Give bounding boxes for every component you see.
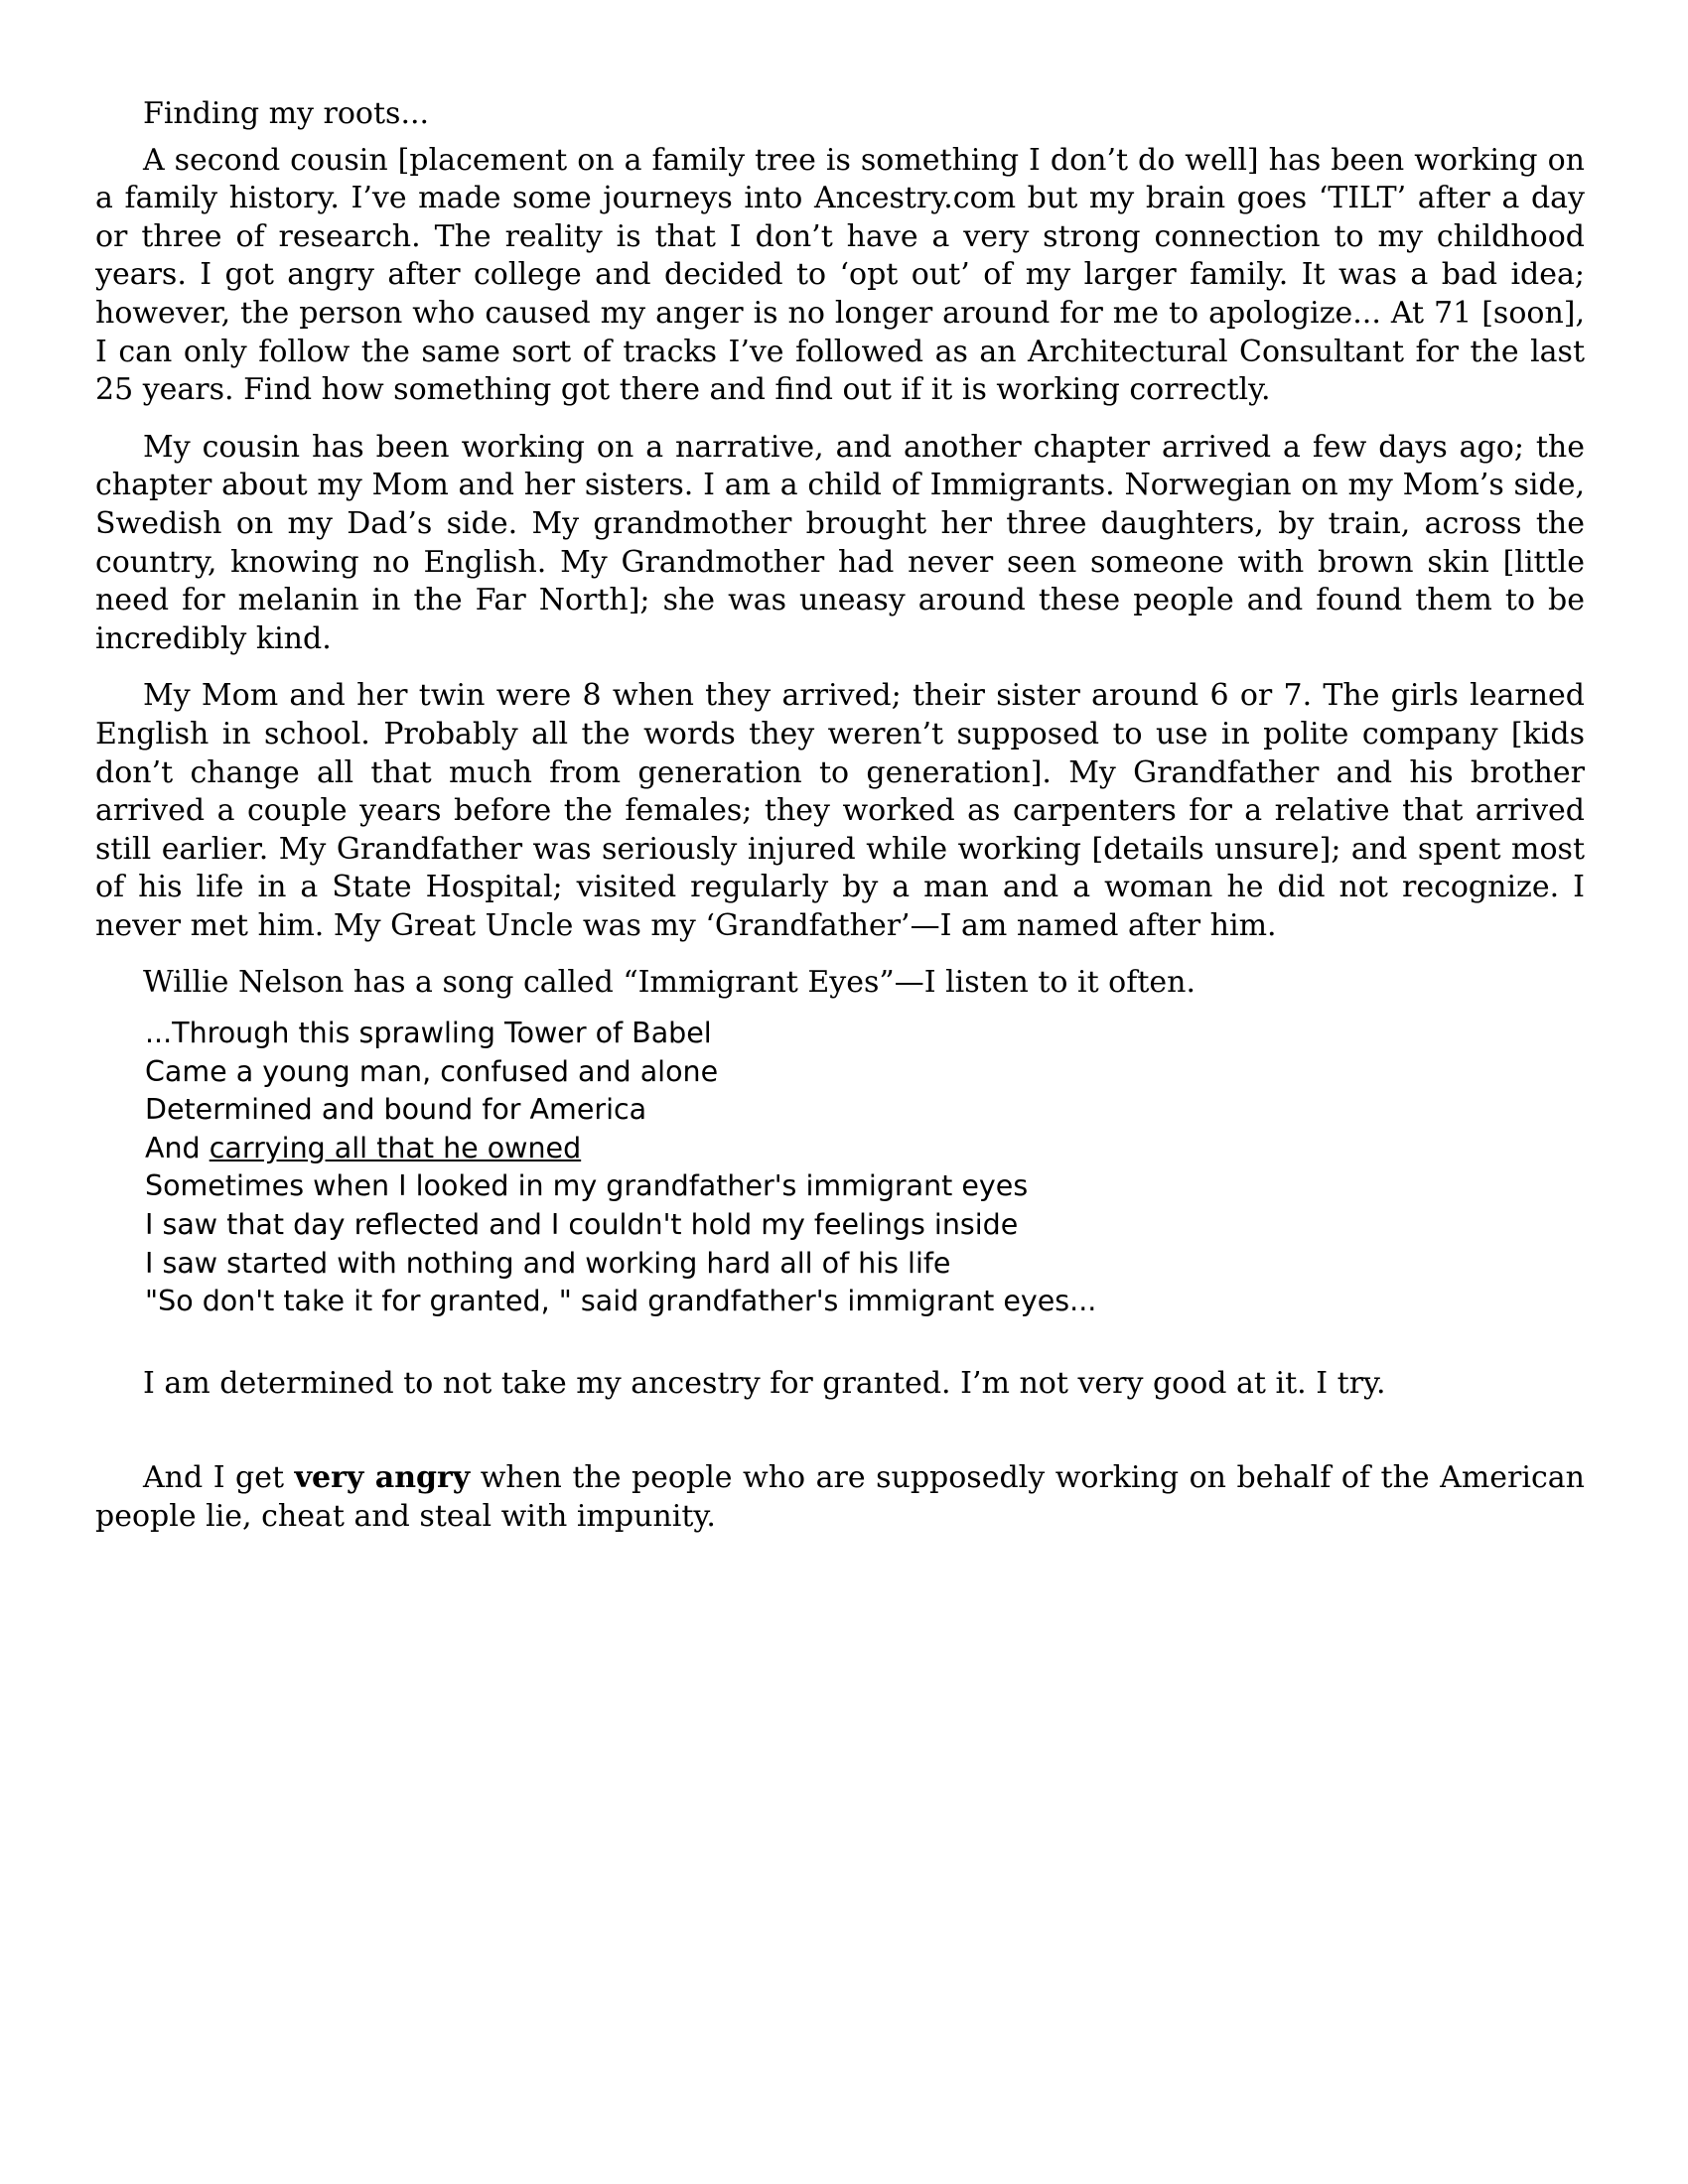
closing-paragraph-angry <box>95 1459 1585 1536</box>
paragraph-mom-and-twin: My Mom and her twin were 8 when they arrived; their sister around 6 or 7. The girls learned English in school. Probably all the words they weren’t supposed to use in polite company [kids don’t change all that much from generation to generation]. My Grandfather and his brother arrived a couple years before the females; they worked as carpenters for a relative that arrived still earlier. My Grandfather was seriously injured while working [details unsure]; and spent most of his life in a State Hospital; visited regularly by a man and a woman he did not recognize. I never met him. My Great Uncle was my ‘Grandfather’—I am named after him. <box>95 678 1585 943</box>
closing-paragraph-determined: I am determined to not take my ancestry for granted. I’m not very good at it. I try. <box>143 1365 1386 1401</box>
closing-angry-prefix: And I get <box>143 1460 295 1496</box>
lyric-line-4-underlined-text: carrying all that he owned <box>209 1131 582 1164</box>
song-intro: Willie Nelson has a song called “Immigrant Eyes”—I listen to it often. <box>143 965 1196 1001</box>
document-title: Finding my roots... <box>143 96 430 131</box>
lyric-line-3: Determined and bound for America <box>145 1093 647 1127</box>
closing-angry-suffix: when the people who are supposedly working on behalf of the American people lie, cheat and steal with impunity. <box>95 1460 1585 1534</box>
lyric-line-7: I saw started with nothing and working hard all of his life <box>145 1246 951 1280</box>
lyric-line-5: Sometimes when I looked in my grandfather's immigrant eyes <box>145 1169 1029 1203</box>
lyric-line-2: Came a young man, confused and alone <box>145 1054 719 1088</box>
song-lyrics-block <box>145 1015 1585 1321</box>
emphasis-very-angry: very angry <box>294 1460 471 1496</box>
lyric-line-8: "So don't take it for granted, " said grandfather's immigrant eyes... <box>145 1285 1097 1318</box>
lyric-line-4-prefix: And <box>145 1131 210 1164</box>
lyric-line-1: ...Through this sprawling Tower of Babel <box>145 1017 712 1050</box>
paragraph-cousin-narrative: My cousin has been working on a narrative, and another chapter arrived a few days ago; the chapter about my Mom and her sisters. I am a child of Immigrants. Norwegian on my Mom’s side, Swedish on my Dad’s side. My grandmother brought her three daughters, by train, across the country, knowing no English. My Grandmother had never seen someone with brown skin [little need for melanin in the Far North]; she was uneasy around these people and found them to be incredibly kind. <box>95 429 1585 656</box>
lyric-line-4 <box>145 1130 1585 1168</box>
paragraph-family-tree: A second cousin [placement on a family tree is something I don’t do well] has been working on a family history. I’ve made some journeys into Ancestry.com but my brain goes ‘TILT’ after a day or three of research. The reality is that I don’t have a very strong connection to my childhood years. I got angry after college and decided to ‘opt out’ of my larger family. It was a bad idea; however, the person who caused my anger is no longer around for me to apologize... At 71 [soon], I can only follow the same sort of tracks I’ve followed as an Architectural Consultant for the last 25 years. Find how something got there and find out if it is working correctly. <box>95 142 1585 408</box>
lyric-line-6: I saw that day reflected and I couldn't hold my feelings inside <box>145 1208 1019 1242</box>
